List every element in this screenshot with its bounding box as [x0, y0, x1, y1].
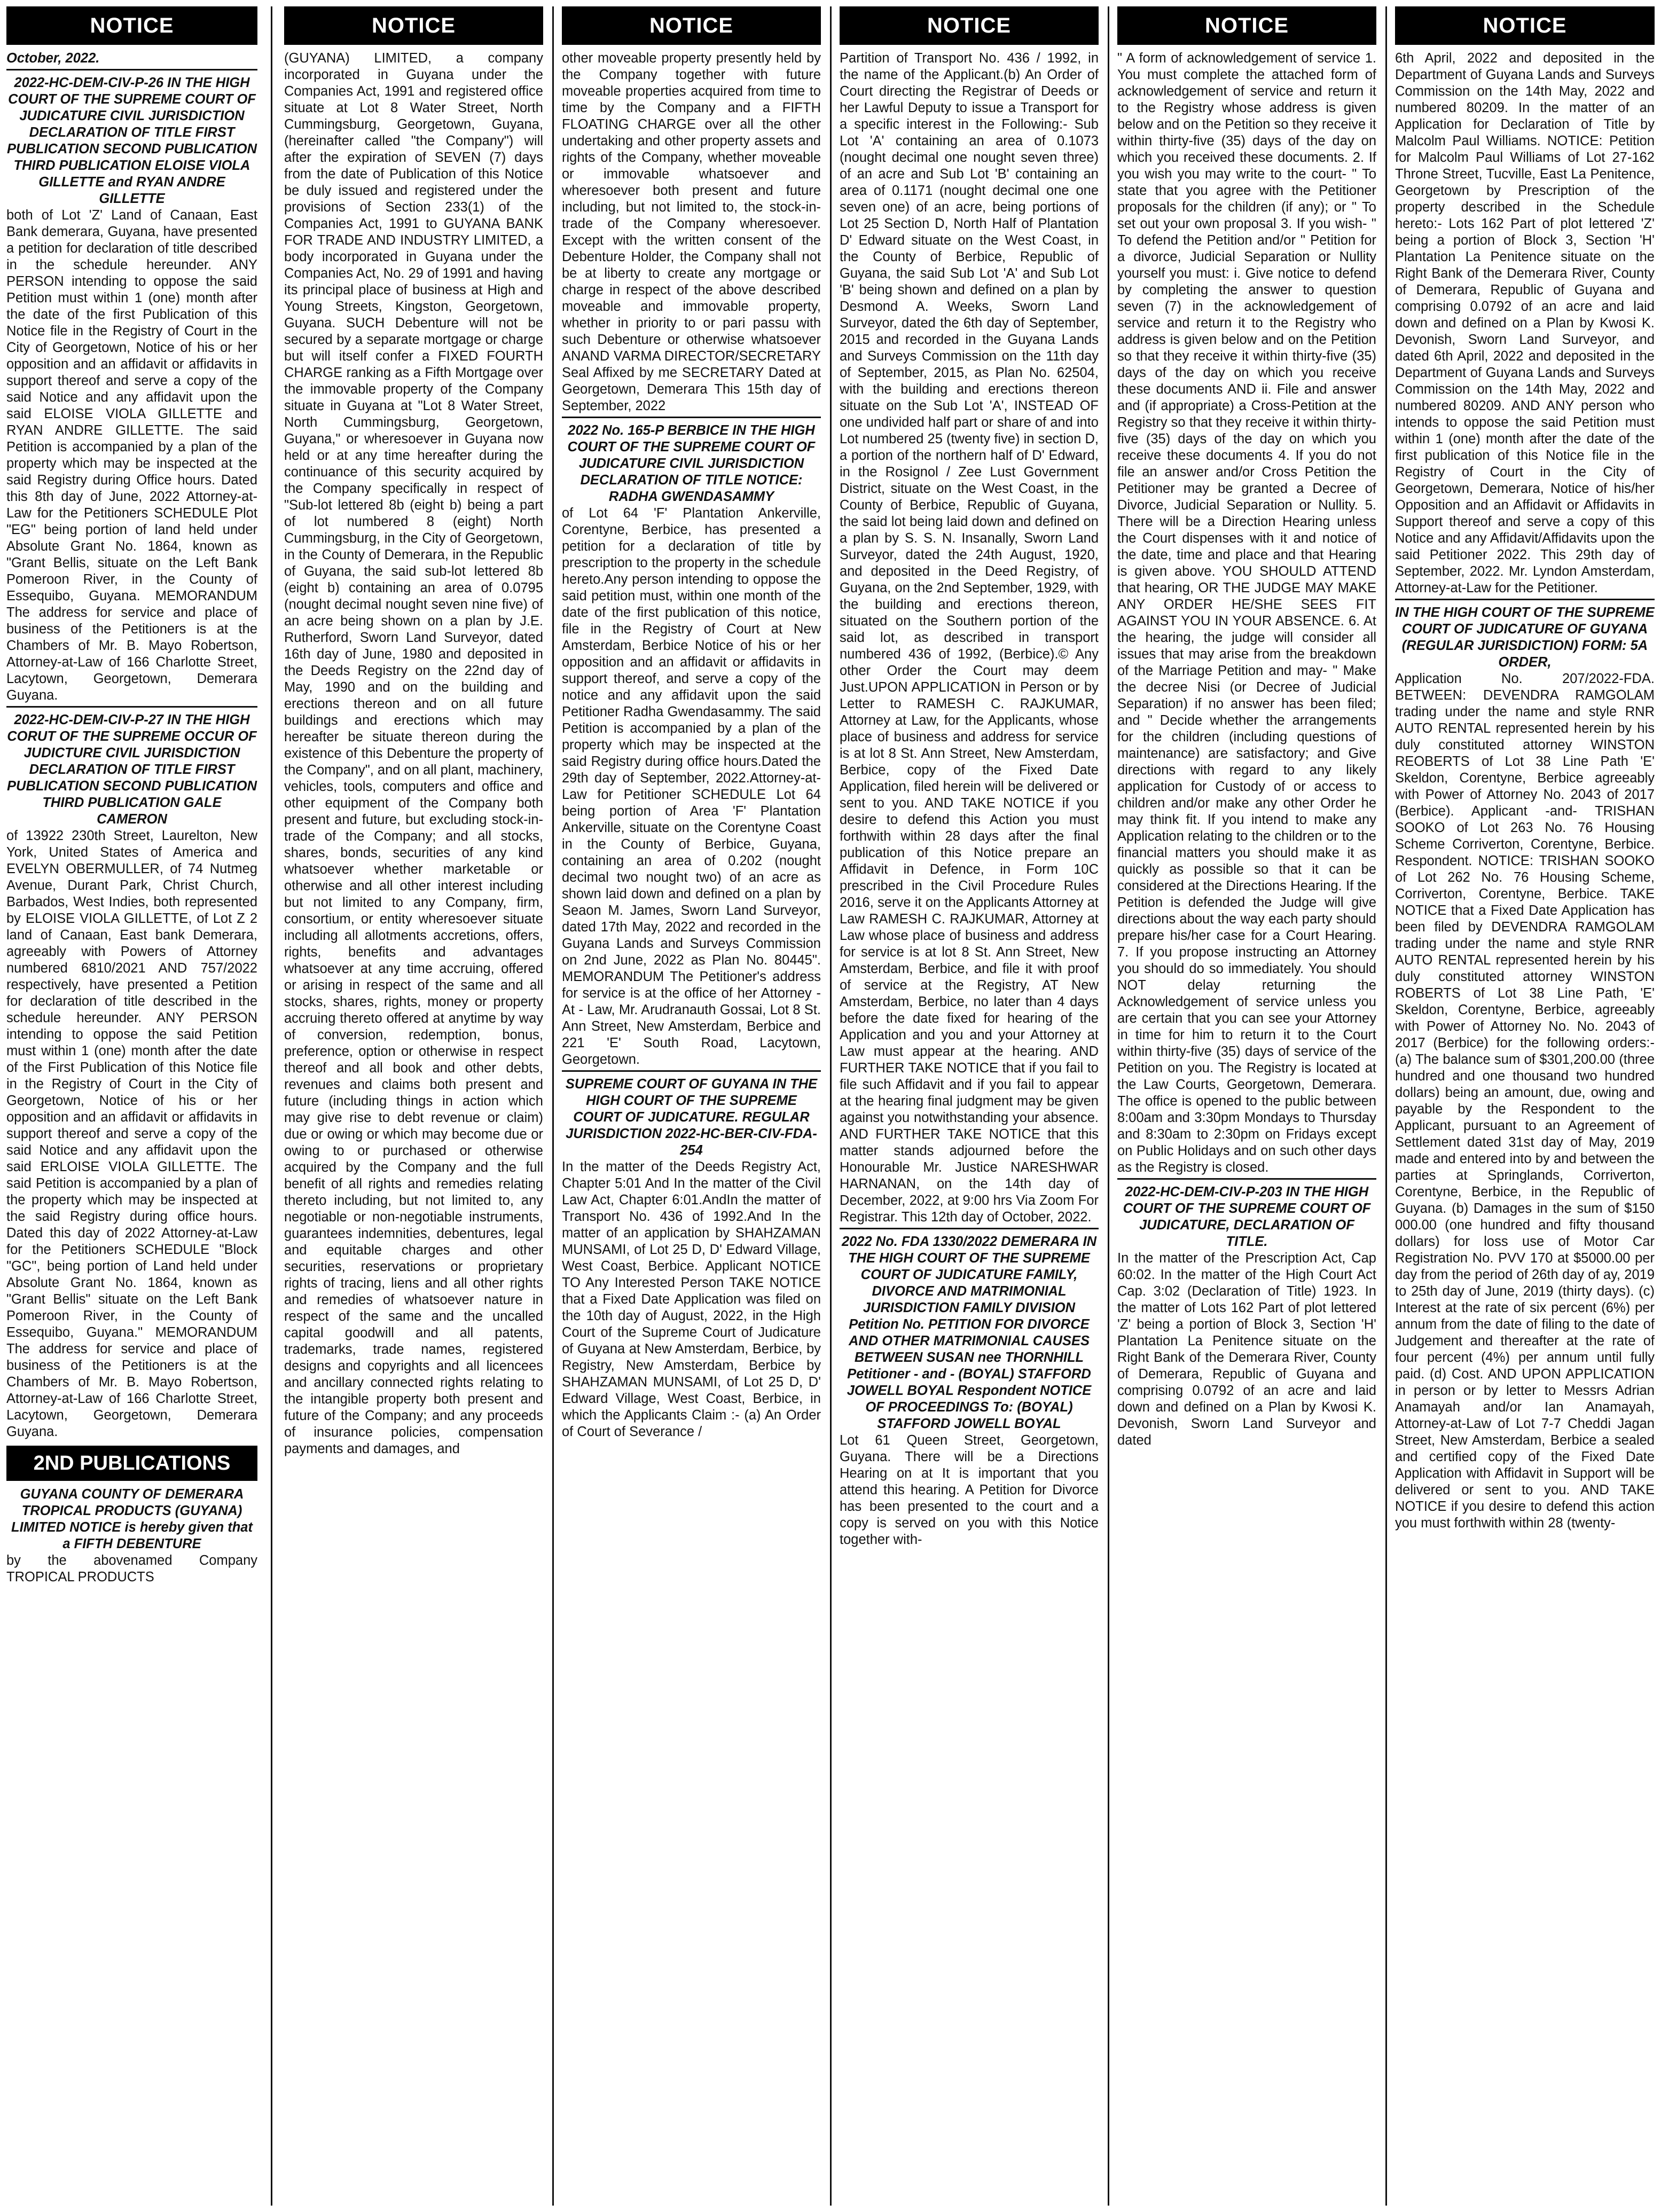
column-5 — [1117, 6, 1376, 2206]
separator — [6, 69, 257, 70]
column-rule — [1108, 6, 1109, 2206]
notice-header: NOTICE — [284, 6, 543, 45]
notice-heading: 2022-HC-DEM-CIV-P-26 IN THE HIGH COURT OF THE SUPREME COURT OF JUDICATURE CIVIL JURISDICTION DECLARATION OF TITLE FIRST PUBLICATION SECOND PUBLICATION THIRD PUBLICATION ELOISE VIOLA GILLETTE and RYAN ANDRE GILLETTE — [7, 75, 257, 206]
notice-heading: 2022-HC-DEM-CIV-P-27 IN THE HIGH CORUT OF THE SUPREME OCCUR OF JUDICTURE CIVIL JURISDICTION DECLARATION OF TITLE FIRST PUBLICATION SECOND PUBLICATION THIRD PUBLICATION GALE CAMERON — [7, 712, 257, 827]
separator — [1117, 1178, 1376, 1180]
notice-heading: GUYANA COUNTY OF DEMERARA TROPICAL PRODUCTS (GUYANA) LIMITED NOTICE is hereby given that a FIFTH DEBENTURE — [11, 1487, 253, 1551]
column-rule — [552, 6, 554, 2206]
column-1 — [6, 6, 257, 2206]
column-rule — [1385, 6, 1387, 2206]
column-rule — [830, 6, 832, 2206]
notice-header: NOTICE — [1395, 6, 1655, 45]
notice-body: other moveable property presently held by the Company together with future moveable properties acquired from time to time by the Company and a FIFTH FLOATING CHARGE over all the other undertaking and other property assets and rights of the Company, whether moveable or immovable whatsoever and wheresoever both present and future including, but not limited to, the stock-in-trade of the Company wheresoever. Except with the written consent of the Debenture Holder, the Company shall not be at liberty to create any mortgage or charge in respect of the above described moveable and immovable property, whether in priority to or pari passu with such Debenture or otherwise whatsoever ANAND VARMA DIRECTOR/SECRETARY Seal Affixed by me SECRETARY Dated at Georgetown, Demerara This 15th day of September, 2022 — [562, 51, 821, 413]
notice-body: In the matter of the Prescription Act, Cap 60:02. In the matter of the High Court Act Cap. 3:02 (Declaration of Title) 1923. In the matter of Lots 162 Part of plot lettered 'Z' being a portion of Block 3, Section 'H' Plantation La Penitence situate on the Right Bank of the Demerara River, County of Demerara, Republic of Guyana and comprising 0.0792 of an acre and laid down and defined on a Plan by Kwosi K. Devonish, Sworn Land Surveyor and dated — [1117, 1251, 1376, 1448]
newspaper-page — [6, 6, 1655, 2206]
section-band: 2ND PUBLICATIONS — [6, 1446, 257, 1481]
separator — [562, 417, 821, 418]
notice-heading: SUPREME COURT OF GUYANA IN THE HIGH COURT OF THE SUPREME COURT OF JUDICATURE. REGULAR JURISDICTION 2022-HC-BER-CIV-FDA- 254 — [565, 1077, 818, 1158]
notice-header: NOTICE — [562, 6, 821, 45]
notice-body: Lot 61 Queen Street, Georgetown, Guyana. There will be a Directions Hearing on at It is important that you attend this hearing. A Petition for Divorce has been presented to the court and a copy is served on you with this Notice together with- — [840, 1433, 1099, 1547]
notice-header: NOTICE — [6, 6, 257, 45]
notice-header: NOTICE — [840, 6, 1099, 45]
separator — [562, 1070, 821, 1072]
separator — [6, 706, 257, 708]
notice-header: NOTICE — [1117, 6, 1376, 45]
column-4 — [840, 6, 1099, 2206]
notice-body: of Lot 64 'F' Plantation Ankerville, Corentyne, Berbice, has presented a petition for a declaration of title by prescription to the property in the schedule hereto.Any person intending to oppose the said petition must, within one month of the date of the first publication of this notice, file in the Registry of Court at New Amsterdam, Berbice Notice of his or her opposition and an affidavit or affidavits in support thereof, and serve a copy of the notice and any affidavit upon the said Petitioner Radha Gwendasammy. The said Petition is accompanied by a plan of the property which may be inspected at the said Registry during office hours.Dated the 29th day of September, 2022.Attorney-at-Law for Petitioner SCHEDULE Lot 64 being portion of Area 'F' Plantation Ankerville, situate on the Corentyne Coast in the County of Berbice, Guyana, containing an area of 0.202 (nought decimal two nought two) of an acre as shown laid down and defined on a plan by Seaon M. James, Sworn Land Surveyor, dated 17th May, 2022 and recorded in the Guyana Lands and Surveys Commission on 2nd June, 2022 as Plan No. 80445". MEMORANDUM The Petitioner's address for service is at the office of her Attorney - At - Law, Mr. Arudranauth Gossai, Lot 8 St. Ann Street, New Amsterdam, Berbice and 221 'E' South Road, Lacytown, Georgetown. — [562, 506, 821, 1067]
notice-body: " A form of acknowledgement of service 1. You must complete the attached form of acknowledgement of service and return it to the Registry whose address is given below and on the Petition so they receive it within thirty-five (35) days of the day on which you received these documents. 2. If you wish you may write to the court- " To state that you agree with the Petitioner proposals for the children (if any); or " To set out your own proposal 3. If you wish- " To defend the Petition and/or " Petition for a divorce, Judicial Separation or Nullity yourself you must: i. Give notice to defend by completing the answer to question seven (7) in the acknowledgement of service and return it to the Registry who address is given below and on the Petition so that they receive it within thirty-five (35) days of the day on which you receive these documents AND ii. File and answer and (if appropriate) a Cross-Petition at the Registry so that they receive it within thirty-five (35) days of the day on which you receive these documents 4. If you do not file an answer and/or Cross Petition the Petitioner may be granted a Decree of Divorce, Judicial Separation or Nullity. 5. There will be a Direction Hearing unless the Court dispenses with it and notice of the date, time and place and that Hearing is given above. YOU SHOULD ATTEND that hearing, OR THE JUDGE MAY MAKE ANY ORDER HE/SHE SEES FIT AGAINST YOU IN YOUR ABSENCE. 6. At the hearing, the judge will consider all issues that may arise from the breakdown of the Marriage Petition and may- " Make the decree Nisi (or Decree of Judicial Separation) if no answer has been filed; and " Decide whether the arrangements for the children (including questions of maintenance) are satisfactory; and Give directions with regard to any likely application for Custody of or access to children and/or make any other Order he may think fit. If you intend to make any Application relating to the children or to the financial matters you should make it as quickly as possible so that it can be considered at the Directions Hearing. If the Petition is defended the Judge will give directions about the way each party should prepare his/her case for a Court Hearing. 7. If you propose instructing an Attorney you should do so immediately. You should NOT delay returning the Acknowledgement of service unless you are certain that you can see your Attorney in time for him to return it to the Court within thirty-five (35) days of service of the Petition on you. The Registry is located at the Law Courts, Georgetown, Demerara. The office is opened to the public between 8:00am and 3:30pm Mondays to Thursday and 8:30am to 2:30pm on Fridays except on Public Holidays and on such other days as the Registry is closed. — [1117, 51, 1376, 1175]
notice-body: 6th April, 2022 and deposited in the Department of Guyana Lands and Surveys Commission on the 14th May, 2022 and numbered 80209. In the matter of an Application for Declaration of Title by Malcolm Paul Williams. NOTICE: Petition for Malcolm Paul Williams of Lot 27-162 Throne Street, Tucville, East La Penitence, Georgetown by Prescription of the property described in the Schedule hereto:- Lots 162 Part of plot lettered 'Z' being a portion of Block 3, Section 'H' Plantation La Penitence situate on the Right Bank of the Demerara River, County of Demerara, Republic of Guyana and comprising 0.0792 of an acre and laid down and defined on a Plan by Kwosi K. Devonish, Sworn Land Surveyor, and dated 6th April, 2022 and deposited in the Department of Guyana Lands and Surveys Commission on the 14th May, 2022 and numbered 80209. AND ANY person who intends to oppose the said Petition must within 1 (one) month after the date of the first publication of this Notice file in the Registry of Court in the City of Georgetown, Demerara, Notice of his/her Opposition and an Affidavit or Affidavits in Support thereof and serve a copy of this Notice and any Affidavit/Affidavits upon the said Petitioner 2022. This 29th day of September, 2022. Mr. Lyndon Amsterdam, Attorney-at-Law for the Petitioner. — [1395, 51, 1655, 595]
separator — [1395, 599, 1655, 600]
notice-body: In the matter of the Deeds Registry Act, Chapter 5:01 And In the matter of the Civil Law Act, Chapter 6:01.AndIn the matter of Transport No. 436 of 1992.And In the matter of an application by SHAHZAMAN MUNSAMI, of Lot 25 D, D' Edward Village, West Coast, Berbice. Applicant NOTICE TO Any Interested Person TAKE NOTICE that a Fixed Date Application was filed on the 10th day of August, 2022, in the High Court of the Supreme Court of Judicature of Guyana at New Amsterdam, Berbice, by Registry, New Amsterdam, Berbice by SHAHZAMAN MUNSAMI, of Lot 25 D, D' Edward Village, West Coast, Berbice, in which the Applicants Claim :- (a) An Order of Court of Severance / — [562, 1159, 821, 1439]
notice-body: by the abovenamed Company TROPICAL PRODUCTS — [6, 1553, 257, 1585]
date-line: October, 2022. — [6, 51, 100, 66]
column-2 — [284, 6, 543, 2206]
notice-body: (GUYANA) LIMITED, a company incorporated in Guyana under the Companies Act, 1991 and registered office situate at Lot 8 Water Street, North Cummingsburg, Georgetown, Guyana, (hereinafter called "the Company") will after the expiration of SEVEN (7) days from the date of Publication of this Notice be duly issued and registered under the provisions of Section 233(1) of the Companies Act, 1991 to GUYANA BANK FOR TRADE AND INDUSTRY LIMITED, a body incorporated in Guyana under the Companies Act, No. 29 of 1991 and having its principal place of business at High and Young Streets, Kingston, Georgetown, Guyana. SUCH Debenture will not be secured by a separate mortgage or charge but will itself confer a FIXED FOURTH CHARGE ranking as a Fifth Mortgage over the immovable property of the Company situate in Guyana at "Lot 8 Water Street, North Cummingsburg, Georgetown, Guyana," or wheresoever in Guyana now held or at any time hereafter during the continuance of this security acquired by the Company specifically in respect of "Sub-lot lettered 8b (eight b) being a part of lot numbered 8 (eight) North Cummingsburg, in the City of Georgetown, in the County of Demerara, in the Republic of Guyana, the said sub-lot lettered 8b (eight b) containing an area of 0.0795 (nought decimal nought seven nine five) of an acre being shown on a plan by J.E. Rutherford, Sworn Land Surveyor, dated 16th day of June, 1980 and deposited in the Deeds Registry on the 22nd day of May, 1990 and on the building and erections thereon and on all future buildings and erections which may hereafter be situate thereon during the existence of this Debenture the property of the Company", and on all plant, machinery, vehicles, tools, computers and office and other equipment of the Company both present and future, but excluding stock-in-trade of the Company; and all stocks, shares, bonds, securities of any kind whatsoever whether marketable or otherwise and all other interest including but not limited to any Company, firm, consortium, or entity wheresoever situate including all allotments accretions, offers, rights, benefits and advantages whatsoever at any time accruing, offered or arising in respect of the same and all stocks, shares, rights, money or property accruing thereto offered at anytime by way of conversion, redemption, bonus, preference, option or otherwise in respect thereof and all book and other debts, revenues and claims both present and future (including things in action which may give rise to debt revenue or claim) due or owing or which may become due or owing to or purchased or otherwise acquired by the Company and the full benefit of all rights and remedies relating thereto including, but not limited to, any negotiable or non-negotiable instruments, guarantees indemnities, debentures, legal and equitable charges and other securities, reservations or proprietary rights of tracing, liens and all other rights and remedies of whatsoever nature in respect of the same and the uncalled capital goodwill and all patents, trademarks, trade names, registered designs and copyrights and all licencees and ancillary connected rights relating to the intangible property both present and future of the Company; and any proceeds of insurance policies, compensation payments and damages, and — [284, 51, 543, 1456]
notice-body: Partition of Transport No. 436 / 1992, in the name of the Applicant.(b) An Order of Court directing the Registrar of Deeds or her Lawful Deputy to issue a Transport for a specific interest in the Following:- Sub Lot 'A' containing an area of 0.1073 (nought decimal one nought seven three) of an acre and Sub Lot 'B' containing an area of 0.1171 (nought decimal one one seven one) of an acre, being portions of Lot 25 Section D, North Half of Plantation D' Edward situate on the West Coast, in the County of Berbice, Republic of Guyana, the said Sub Lot 'A' and Sub Lot 'B' being shown and defined on a plan by Desmond A. Weeks, Sworn Land Surveyor, dated the 6th day of September, 2015 and recorded in the Guyana Lands and Surveys Commission on the 11th day of September, 2015, as Plan No. 62504, with the building and erections thereon situate on the Sub Lot 'A', INSTEAD OF one undivided half part or share of and into Lot numbered 25 (twenty five) in section D, a portion of the northern half of D' Edward, in the Rosignol / Zee Lust Government District, situate on the West Coast, in the County of Berbice, Republic of Guyana, the said lot being laid down and defined on a plan by S. S. N. Insanally, Sworn Land Surveyor, dated the 24th August, 1920, and deposited in the Deed Registry, of Guyana, on the 2nd September, 1929, with the building and erections thereon, situated on the Southern portion of the said lot, as described in transport numbered 436 of 1992, (Berbice).© Any other Order the Court may deem Just.UPON APPLICATION in Person or by Letter to RAMESH C. RAJKUMAR, Attorney at Law, for the Applicants, whose place of business and address for service is at lot 8 St. Ann Street, New Amsterdam, Berbice, copy of the Fixed Date Application, filed herein will be delivered or sent to you. AND TAKE NOTICE if you desire to defend this Action you must forthwith within 28 days after the final publication of this Notice prepare an Affidavit in Defence, in Form 10C prescribed in the Civil Procedure Rules 2016, serve it on the Applicants Attorney at Law RAMESH C. RAJKUMAR, Attorney at Law whose place of business and address for service is at lot 8 St. Ann Street, New Amsterdam, Berbice, and file it with proof of service at the Registry, AT New Amsterdam, Berbice, no later than 4 days before the date fixed for hearing of the Application and you and your Attorney at Law must appear at the hearing. AND FURTHER TAKE NOTICE that if you fail to file such Affidavit and if you fail to appear at the hearing final judgment may be given against you notwithstanding your absence. AND FURTHER TAKE NOTICE that this matter stands adjourned before the Honourable Mr. Justice NARESHWAR HARNANAN, on the 14th day of December, 2022, at 9:00 hrs Via Zoom For Registrar. This 12th day of October, 2022. — [840, 51, 1099, 1225]
notice-body: Application No. 207/2022-FDA. BETWEEN: DEVENDRA RAMGOLAM trading under the name and style RNR AUTO RENTAL represented herein by his duly constituted attorney WINSTON REOBERTS of Lot 38 Line Path 'E' Skeldon, Corentyne, Berbice agreeably with Power of Attorney No. 2043 of 2017 (Berbice). Applicant -and- TRISHAN SOOKO of Lot 263 No. 76 Housing Scheme Corriverton, Corentyne, Berbice. Respondent. NOTICE: TRISHAN SOOKO of Lot 262 No. 76 Housing Scheme, Corriverton, Corentyne, Berbice. TAKE NOTICE that a Fixed Date Application has been filed by DEVENDRA RAMGOLAM trading under the name and style RNR AUTO RENTAL represented herein by his duly constituted attorney WINSTON ROBERTS of Lot 38 Line Path, 'E' Skeldon, Corentyne, Berbice, agreeably with Power of Attorney No. No. 2043 of 2017 (Berbice) for the following orders:- (a) The balance sum of $301,200.00 (three hundred and one thousand two hundred dollars) being an amount, due, owing and payable by the Respondent to the Applicant, pursuant to an Agreement of Settlement dated 31st day of May, 2019 made and entered into by and between the parties at Springlands, Corriverton, Corentyne, Berbice, in the Republic of Guyana. (b) Damages in the sum of $150 000.00 (one hundred and fifty thousand dollars) for loss use of Motor Car Registration No. PVV 170 at $5000.00 per day from the period of 26th day of ay, 2019 to 25th day of June, 2019 (thirty days). (c) Interest at the rate of six percent (6%) per annum from the date of filing to the date of Judgement and thereafter at the rate of four percent (4%) per annum until fully paid. (d) Cost. AND UPON APPLICATION in person or by letter to Messrs Adrian Anamayah and/or Ian Anamayah, Attorney-at-Law of Lot 7-7 Cheddi Jagan Street, New Amsterdam, Berbice a sealed and certified copy of the Fixed Date Application with Affidavit in Support will be delivered or sent to you. AND TAKE NOTICE if you desire to defend this action you must forthwith within 28 (twenty- — [1395, 671, 1655, 1531]
notice-body: both of Lot 'Z' Land of Canaan, East Bank demerara, Guyana, have presented a petition for declaration of title described in the schedule hereunder. ANY PERSON intending to oppose the said Petition must within 1 (one) month after the date of the first Publication of this Notice file in the Registry of Court in the City of Georgetown, Notice of his or her opposition and an affidavit or affidavits in support thereof and serve a copy of the said Notice and any affidavit upon the said ELOISE VIOLA GILLETTE and RYAN ANDRE GILLETTE. The said Petition is accompanied by a plan of the property which may be inspected at the said Registry during Office hours. Dated this 8th day of June, 2022 Attorney-at-Law for the Petitioners SCHEDULE Plot "EG" being portion of land held under Absolute Grant No. 1864, known as "Grant Bellis, situate on the Left Bank Pomeroon River, in the County of Essequibo, Guyana. MEMORANDUM The address for service and place of business of the Petitioners is at the Chambers of Mr. B. Mayo Robertson, Attorney-at-Law of 166 Charlotte Street, Lacytown, Georgetown, Demerara Guyana. — [6, 208, 257, 703]
column-3 — [562, 6, 821, 2206]
notice-body: of 13922 230th Street, Laurelton, New York, United States of America and EVELYN OBERMULLER, of 74 Nutmeg Avenue, Durant Park, Christ Church, Barbados, West Indies, both represented by ELOISE VIOLA GILLETTE, of Lot Z 2 land of Canaan, East bank Demerara, agreeably with Powers of Attorney numbered 6810/2021 AND 757/2022 respectively, have presented a Petition for declaration of title described in the schedule hereunder. ANY PERSON intending to oppose the said Petition must within 1 (one) month after the date of the First Publication of this Notice file in the Registry of Court in the City of Georgetown, Notice of his or her opposition and an affidavit or affidavits in support thereof and serve a copy of the said Notice and any affidavit upon the said ERLOISE VIOLA GILLETTE. The said Petition is accompanied by a plan of the property which may be inspected at the said Registry during office hours. Dated this day of 2022 Attorney-at-Law for the Petitioners SCHEDULE "Block "GC", being portion of Land held under Absolute Grant No. 1864, known as "Grant Bellis" situate on the Left Bank Pomeroon River, in the County of Essequibo, Guyana." MEMORANDUM The address for service and place of business of the Petitioners is at the Chambers of Mr. B. Mayo Robertson, Attorney-at-Law of 166 Charlotte Street, Lacytown, Georgetown, Demerara Guyana. — [6, 828, 257, 1439]
column-rule — [271, 6, 272, 2206]
notice-heading: 2022 No. FDA 1330/2022 DEMERARA IN THE HIGH COURT OF THE SUPREME COURT OF JUDICATURE FAMILY, DIVORCE AND MATRIMONIAL JURISDICTION FAMILY DIVISION Petition No. PETITION FOR DIVORCE AND OTHER MATRIMONIAL CAUSES BETWEEN SUSAN nee THORNHILL Petitioner - and - (BOYAL) STAFFORD JOWELL BOYAL Respondent NOTICE OF PROCEEDINGS To: (BOYAL) STAFFORD JOWELL BOYAL — [841, 1234, 1097, 1431]
column-6 — [1395, 6, 1655, 2206]
notice-heading: 2022-HC-DEM-CIV-P-203 IN THE HIGH COURT OF THE SUPREME COURT OF JUDICATURE, DECLARATION OF TITLE. — [1123, 1185, 1371, 1249]
notice-heading: IN THE HIGH COURT OF THE SUPREME COURT OF JUDICATURE OF GUYANA (REGULAR JURISDICTION) FORM: 5A ORDER, — [1395, 605, 1655, 670]
separator — [840, 1228, 1099, 1229]
notice-heading: 2022 No. 165-P BERBICE IN THE HIGH COURT OF THE SUPREME COURT OF JUDICATURE CIVIL JURISDICTION DECLARATION OF TITLE NOTICE: RADHA GWENDASAMMY — [567, 423, 816, 504]
